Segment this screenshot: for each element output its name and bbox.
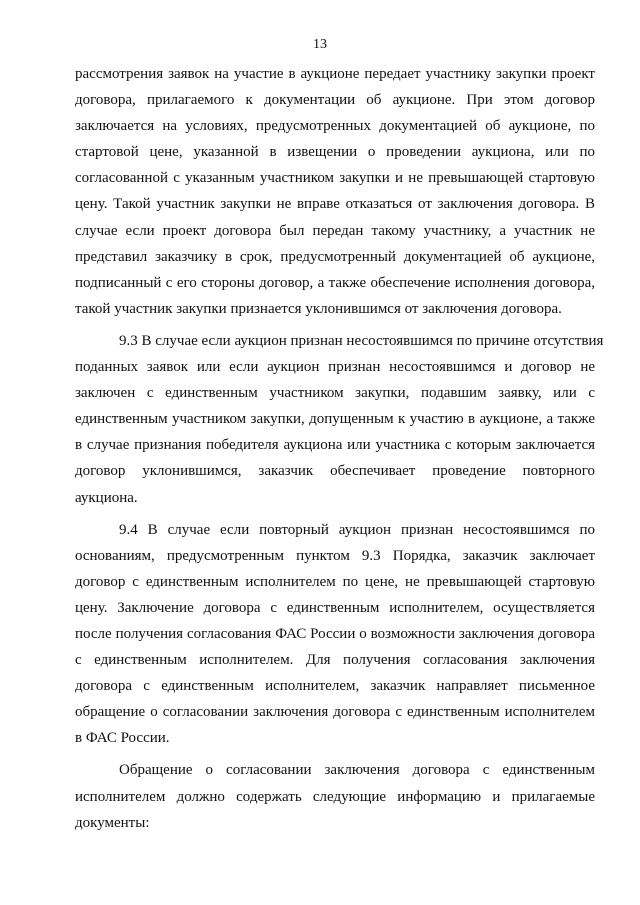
text-line: случае если проект договора был передан такому участнику, а участник не: [75, 222, 595, 239]
text-line: документы:: [75, 814, 150, 831]
text-line: стартовой цене, указанной в извещении о проведении аукциона, или по: [75, 144, 595, 161]
text-line: обращение о согласовании заключения договора с единственным исполнителем: [75, 704, 595, 721]
text-line: подписанный с его стороны договор, а также обеспечение исполнения договора,: [75, 274, 595, 291]
text-line: представил заказчику в срок, предусмотренный документацией об аукционе,: [75, 248, 595, 265]
text-line: договора, прилагаемого к документации об аукционе. При этом договор: [75, 92, 595, 109]
text-line: договор с единственным исполнителем по цене, не превышающей стартовую: [75, 573, 595, 590]
text-line: договора с единственным исполнителем, заказчик направляет письменное: [75, 678, 595, 695]
text-line: такой участник закупки признается уклонившимся от заключения договора.: [75, 300, 562, 317]
paragraph-appeal: [75, 757, 595, 835]
text-line: в ФАС России.: [75, 730, 170, 747]
text-line: договор уклонившимся, заказчик обеспечивает проведение повторного: [75, 463, 595, 480]
text-line: единственным участником закупки, допущенным к участию в аукционе, а также: [75, 411, 595, 428]
text-line: цену. Заключение договора с единственным исполнителем, осуществляется: [75, 599, 595, 616]
text-line: цену. Такой участник закупки не вправе отказаться от заключения договора. В: [75, 196, 595, 213]
text-line: в случае признания победителя аукциона или участника с которым заключается: [75, 437, 595, 454]
paragraph-continuation: [75, 61, 595, 322]
text-line: согласованной с указанным участником закупки и не превышающей стартовую: [75, 170, 595, 187]
text-line: заключается на условиях, предусмотренных документацией об аукционе, по: [75, 118, 595, 135]
text-line: после получения согласования ФАС России о возможности заключения договора: [75, 625, 595, 642]
text-line: 9.3 В случае если аукцион признан несостоявшимся по причине отсутствия: [119, 332, 604, 349]
text-line: Обращение о согласовании заключения договора с единственным: [119, 762, 595, 779]
page-number: 13: [313, 37, 327, 52]
text-line: исполнителем должно содержать следующие информацию и прилагаемые: [75, 788, 595, 805]
text-line: основаниям, предусмотренным пунктом 9.3 Порядка, заказчик заключает: [75, 547, 595, 564]
paragraph-9-4: [75, 517, 595, 752]
paragraph-9-3: [75, 328, 604, 511]
document-body: [75, 61, 604, 836]
text-line: поданных заявок или если аукцион признан несостоявшимся и договор не: [75, 359, 595, 376]
text-line: заключен с единственным участником закупки, подавшим заявку, или с: [75, 385, 595, 402]
text-line: 9.4 В случае если повторный аукцион признан несостоявшимся по: [119, 521, 595, 538]
text-line: с единственным исполнителем. Для получения согласования заключения: [75, 652, 595, 669]
text-line: аукциона.: [75, 489, 138, 506]
text-line: рассмотрения заявок на участие в аукционе передает участнику закупки проект: [75, 66, 595, 82]
